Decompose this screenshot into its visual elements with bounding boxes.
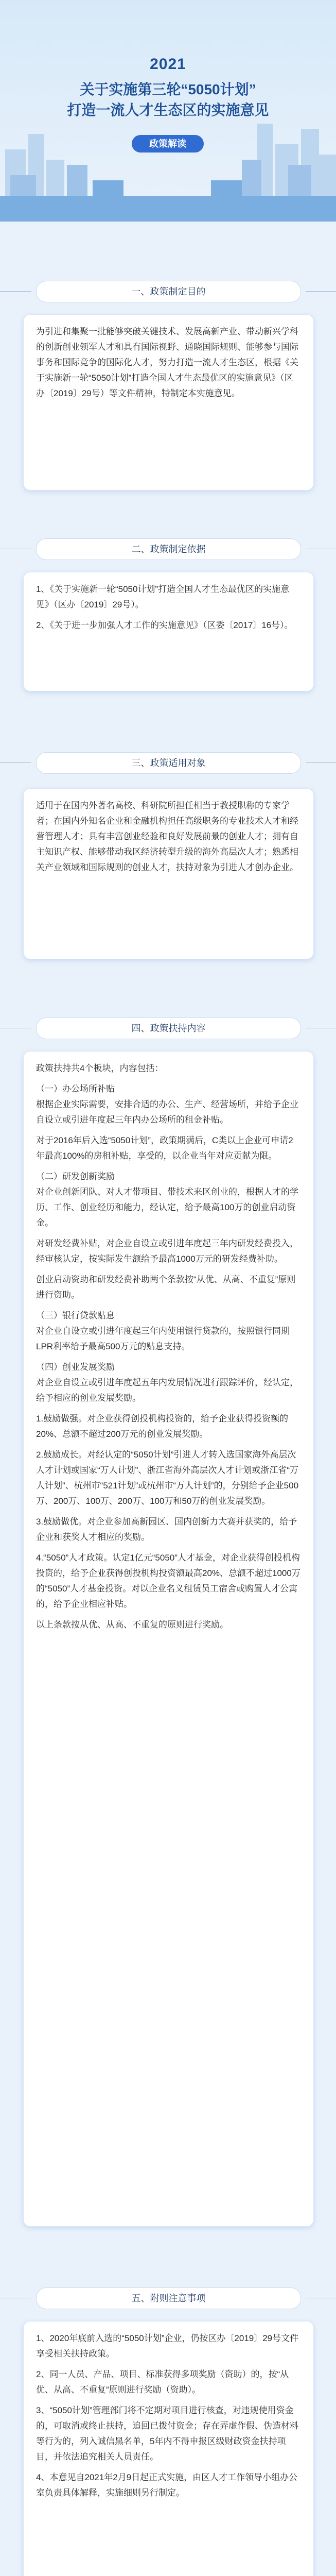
- section-card-3: [23, 788, 314, 959]
- section-heading-5: 五、附则注意事项: [36, 2287, 301, 2309]
- section-4-paragraph-13: 以上条款按从优、从高、不重复的原则进行奖励。: [36, 1620, 228, 1630]
- city-skyline-illustration: [0, 103, 336, 222]
- section-card-2: [23, 572, 314, 691]
- section-4-paragraph-3: 对于2016年后入选“5050计划”，政策期满后，C类以上企业可申请2年最高100%的房租补贴，享受的，以企业当年对应贡献为限。: [36, 1136, 293, 1161]
- section-4-paragraph-7: （三）银行贷款贴息 对企业自设立或引进年度起三年内使用银行贷款的，按照银行同期LPR利率给予最高500万元的贴息支持。: [36, 1311, 290, 1351]
- section-4-paragraph-8: （四）创业发展奖励 对企业自设立或引进年度起五年内发展情况进行跟踪评价，经认定，给予相应的创业发展奖励。: [36, 1362, 298, 1403]
- section-5-paragraph-3: 3、“5050计划”管理部门将不定期对项目进行核查，对违规使用资金的，可取消或终止扶持，追回已拨付资金；存在弄虚作假、伪造材料等行为的，列入诚信黑名单，5年内不得申报区级财政资金扶持项目，并依法追究相关人员责任。: [36, 2405, 298, 2462]
- section-2-paragraph-2: 2、《关于进一步加强人才工作的实施意见》（区委〔2017〕16号）。: [36, 620, 293, 630]
- section-5-paragraph-1: 1、2020年底前入选的“5050计划”企业，仍按区办〔2019〕29号文件享受相关扶持政策。: [36, 2333, 299, 2359]
- section-3-paragraph: 适用于在国内外著名高校、科研院所担任相当于教授职称的专家学者；在国内外知名企业和金融机构担任高级职务的专业技术人才和经营管理人才；具有丰富创业经验和良好发展前景的创业人才；拥有自主知识产权、能够带动我区经济转型升级的海外高层次人才；熟悉相关产业领域和国际规则的创业人才，扶持对象为引进人才创办企业。: [36, 801, 298, 872]
- section-5-paragraph-4: 4、本意见自2021年2月9日起正式实施，由区人才工作领导小组办公室负责具体解释，实施细则另行制定。: [36, 2472, 298, 2498]
- section-1-paragraph: 为引进和集聚一批能够突破关键技术、发展高新产业、带动新兴学科的创新创业领军人才和具有国际视野、通晓国际规则、能够参与国际事务和国际竞争的国际化人才，努力打造一流人才生态区，根据《关于实施新一轮“5050计划”打造全国人才生态最优区的实施意见》（区办〔2019〕29号）等文件精神，特制定本实施意见。: [36, 327, 298, 398]
- section-4-paragraph-2: （一）办公场所补贴 根据企业实际需要，安排合适的办公、生产、经营场所，并给予企业自设立或引进年度起三年内办公场所的租金补贴。: [36, 1084, 298, 1125]
- section-heading-3: 三、政策适用对象: [36, 752, 301, 774]
- section-4-paragraph-4: （二）研发创新奖励 对企业创新团队、对人才带项目、带技术来区创业的，根据人才的学历、工作、创业经历和能力，经认定，给予最高100万的创业启动资金。: [36, 1172, 298, 1228]
- section-4-paragraph-9: 1.鼓励做强。对企业获得创投机构投资的，给予企业获得投资额的20%、总额不超过200万元的创业发展奖励。: [36, 1414, 289, 1439]
- policy-year: 2021: [150, 56, 186, 73]
- section-heading-1: 一、政策制定目的: [36, 281, 301, 302]
- section-4-paragraph-11: 3.鼓励做优。对企业参加高新园区、国内创新力大赛并获奖的，给予企业和获奖人才相应的奖励。: [36, 1517, 297, 1542]
- section-heading-2: 二、政策制定依据: [36, 538, 301, 560]
- section-card-1: [23, 314, 314, 490]
- section-4-paragraph-1: 政策扶持共4个板块，内容包括：: [36, 1063, 164, 1073]
- section-4-paragraph-5: 对研发经费补贴，对企业自设立或引进年度起三年内研发经费投入，经审核认定，按实际发生额给予最高1000万元的研发经费补助。: [36, 1239, 298, 1264]
- section-4-paragraph-6: 创业启动资助和研发经费补助两个条款按“从优、从高、不重复”原则进行资助。: [36, 1275, 296, 1300]
- hero-banner: [0, 0, 336, 222]
- section-5-paragraph-2: 2、同一人员、产品、项目、标准获得多项奖励（资助）的，按“从优、从高、不重复”原则进行奖励（资助）。: [36, 2369, 289, 2395]
- section-2-paragraph-1: 1、《关于实施新一轮“5050计划”打造全国人才生态最优区的实施意见》（区办〔2019〕29号）。: [36, 584, 290, 609]
- section-card-4: [23, 1051, 314, 2227]
- section-heading-4: 四、政策扶持内容: [36, 1018, 301, 1039]
- section-4-paragraph-10: 2.鼓励成长。对经认定的“5050计划”引进人才转入选国家海外高层次人才计划或国家“万人计划”、浙江省海外高层次人才计划或浙江省“万人计划”、杭州市“521计划”或杭州市“万人计划”的，分别给予企业500万、200万、100万、200万、100万和50万的创业发展奖励。: [36, 1450, 299, 1506]
- page-title-line2: 打造一流人才生态区的实施意见: [67, 102, 269, 118]
- policy-interpretation-badge: 政策解读: [132, 135, 204, 152]
- page-title-line1: 关于实施第三轮“5050计划”: [80, 81, 256, 97]
- section-4-paragraph-12: 4.“5050”人才政策。认定1亿元“5050”人才基金，对企业获得创投机构投资的，给予企业获得创投机构投资额最高20%、总额不超过1000万的“5050”人才基金投资。对以企业名义租赁员工宿舍或购置人才公寓的，给予企业相应补贴。: [36, 1553, 300, 1609]
- section-card-5: [23, 2321, 314, 2576]
